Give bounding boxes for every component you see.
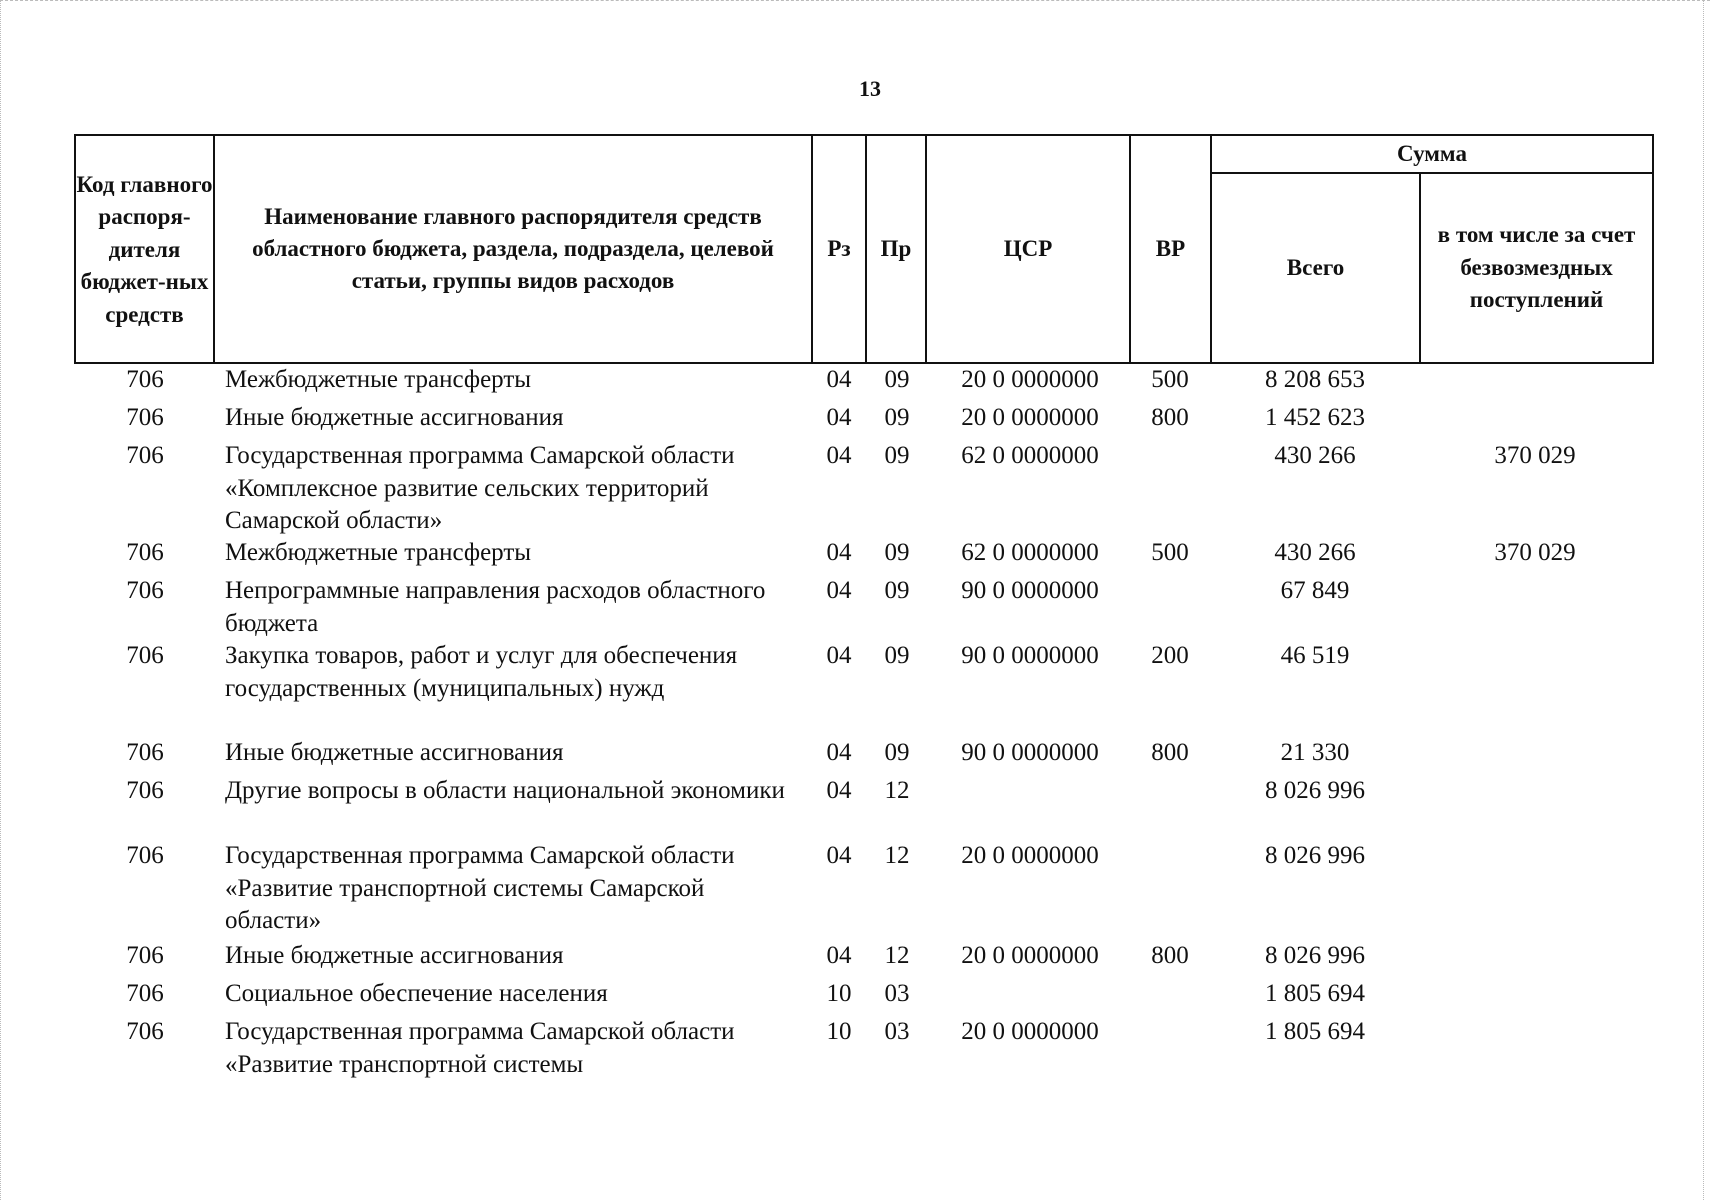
cell-rz: 04 <box>826 366 852 393</box>
cell-vr: 500 <box>1151 366 1189 393</box>
cell-code: 706 <box>126 777 164 804</box>
header-free-label: в том числе за счет безвозмездных поступлений <box>1437 222 1636 313</box>
cell-name: Иные бюджетные ассигнования <box>225 404 564 431</box>
cell-name: Государственная программа Самарской области «Развитие транспортной системы <box>225 1018 735 1078</box>
cell-rz: 10 <box>826 1018 852 1045</box>
cell-code: 706 <box>126 539 164 566</box>
header-code <box>74 134 215 364</box>
cell-code: 706 <box>126 980 164 1007</box>
cell-code: 706 <box>126 842 164 869</box>
cell-pr: 09 <box>884 642 910 669</box>
cell-total: 21 330 <box>1280 739 1350 766</box>
cell-code: 706 <box>126 577 164 604</box>
cell-rz: 04 <box>826 842 852 869</box>
cell-pr: 03 <box>884 1018 910 1045</box>
cell-free: 370 029 <box>1494 442 1576 469</box>
cell-code: 706 <box>126 404 164 431</box>
cell-name: Закупка товаров, работ и услуг для обеспечения государственных (муниципальных) нужд <box>225 642 738 702</box>
cell-pr: 12 <box>884 777 910 804</box>
cell-total: 430 266 <box>1274 442 1356 469</box>
cell-csr: 20 0 0000000 <box>961 842 1099 869</box>
cell-name: Социальное обеспечение населения <box>225 980 608 1007</box>
cell-pr: 12 <box>884 842 910 869</box>
header-pr <box>865 134 927 364</box>
header-rz <box>811 134 867 364</box>
cell-vr: 500 <box>1151 539 1189 566</box>
cell-csr: 62 0 0000000 <box>961 442 1099 469</box>
cell-vr: 800 <box>1151 942 1189 969</box>
cell-total: 1 805 694 <box>1265 980 1365 1007</box>
scan-edge-left <box>0 0 4 1200</box>
cell-pr: 09 <box>884 739 910 766</box>
cell-vr: 800 <box>1151 404 1189 431</box>
cell-pr: 09 <box>884 366 910 393</box>
cell-total: 8 026 996 <box>1265 777 1365 804</box>
header-sum-label: Сумма <box>1397 141 1467 166</box>
header-code-label: Код главного распоря-дителя бюджет-ных средств <box>76 171 213 327</box>
header-rz-label: Рз <box>827 236 851 261</box>
cell-rz: 04 <box>826 404 852 431</box>
cell-total: 46 519 <box>1280 642 1350 669</box>
cell-code: 706 <box>126 739 164 766</box>
cell-name: Иные бюджетные ассигнования <box>225 942 564 969</box>
header-total <box>1210 172 1421 364</box>
header-free <box>1419 172 1654 364</box>
cell-code: 706 <box>126 442 164 469</box>
cell-rz: 04 <box>826 442 852 469</box>
cell-rz: 04 <box>826 539 852 566</box>
cell-name: Межбюджетные трансферты <box>225 539 532 566</box>
cell-total: 8 208 653 <box>1265 366 1365 393</box>
cell-total: 67 849 <box>1280 577 1350 604</box>
header-pr-label: Пр <box>880 236 912 261</box>
cell-rz: 04 <box>826 739 852 766</box>
cell-csr: 62 0 0000000 <box>961 539 1099 566</box>
cell-name: Межбюджетные трансферты <box>225 366 532 393</box>
cell-pr: 09 <box>884 539 910 566</box>
cell-total: 1 805 694 <box>1265 1018 1365 1045</box>
header-csr <box>925 134 1131 364</box>
header-name-label: Наименование главного распорядителя средств областного бюджета, раздела, подраздела, целевой статьи, группы видов расходов <box>252 204 774 293</box>
cell-total: 8 026 996 <box>1265 842 1365 869</box>
cell-csr: 20 0 0000000 <box>961 366 1099 393</box>
cell-free: 370 029 <box>1494 539 1576 566</box>
cell-name: Государственная программа Самарской области «Комплексное развитие сельских территорий Самарской области» <box>225 442 735 534</box>
cell-csr: 20 0 0000000 <box>961 1018 1099 1045</box>
cell-csr: 20 0 0000000 <box>961 404 1099 431</box>
scan-edge-top <box>0 0 1710 7</box>
scan-edge-right <box>1700 0 1704 1200</box>
cell-csr: 90 0 0000000 <box>961 739 1099 766</box>
cell-pr: 09 <box>884 577 910 604</box>
cell-rz: 04 <box>826 642 852 669</box>
header-csr-label: ЦСР <box>1003 236 1053 261</box>
cell-name: Непрограммные направления расходов областного бюджета <box>225 577 766 637</box>
header-total-label: Всего <box>1286 255 1345 280</box>
cell-csr: 90 0 0000000 <box>961 577 1099 604</box>
cell-code: 706 <box>126 942 164 969</box>
cell-code: 706 <box>126 642 164 669</box>
cell-pr: 09 <box>884 404 910 431</box>
cell-total: 1 452 623 <box>1265 404 1365 431</box>
page-number: 13 <box>859 76 881 101</box>
header-vr <box>1129 134 1212 364</box>
cell-vr: 200 <box>1151 642 1189 669</box>
cell-pr: 12 <box>884 942 910 969</box>
cell-total: 8 026 996 <box>1265 942 1365 969</box>
cell-name: Государственная программа Самарской области «Развитие транспортной системы Самарской области» <box>225 842 735 934</box>
cell-rz: 04 <box>826 777 852 804</box>
cell-code: 706 <box>126 1018 164 1045</box>
cell-rz: 04 <box>826 942 852 969</box>
cell-pr: 09 <box>884 442 910 469</box>
cell-rz: 10 <box>826 980 852 1007</box>
cell-total: 430 266 <box>1274 539 1356 566</box>
cell-name: Другие вопросы в области национальной экономики <box>225 777 785 804</box>
cell-name: Иные бюджетные ассигнования <box>225 739 564 766</box>
cell-pr: 03 <box>884 980 910 1007</box>
cell-rz: 04 <box>826 577 852 604</box>
cell-csr: 90 0 0000000 <box>961 642 1099 669</box>
cell-vr: 800 <box>1151 739 1189 766</box>
header-name <box>213 134 813 364</box>
cell-code: 706 <box>126 366 164 393</box>
cell-csr: 20 0 0000000 <box>961 942 1099 969</box>
header-sum <box>1210 134 1654 174</box>
header-vr-label: ВР <box>1155 236 1186 261</box>
